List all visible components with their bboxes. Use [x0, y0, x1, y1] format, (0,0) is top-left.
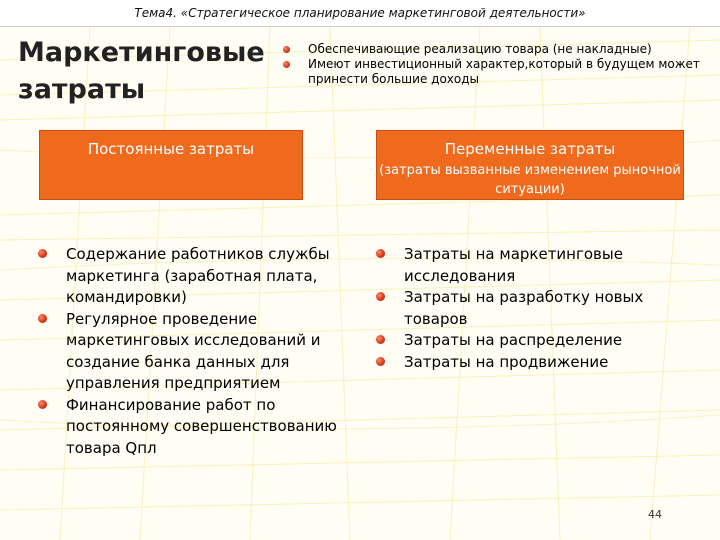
intro-item-text: Имеют инвестиционный характер,который в будущем может принести большие доходы [308, 57, 700, 86]
header-title: Тема4. «Стратегическое планирование маркетинговой деятельности» [134, 6, 586, 20]
fixed-cost-item: Регулярное проведение маркетинговых исследований и создание банка данных для управления предприятием [66, 309, 321, 392]
list-item [376, 287, 686, 330]
slide-header [0, 0, 720, 27]
bullet-icon [38, 400, 47, 409]
variable-costs-title: Переменные затраты [444, 140, 616, 158]
bullet-icon [376, 292, 385, 301]
bullet-icon [283, 46, 290, 53]
intro-item-text: Обеспечивающие реализацию товара (не накладные) [308, 42, 652, 56]
list-item [376, 244, 686, 287]
list-item [376, 330, 686, 352]
variable-costs-list [376, 244, 686, 373]
list-item [38, 244, 368, 309]
list-item [376, 352, 686, 374]
list-item [38, 395, 368, 460]
fixed-costs-list [38, 244, 368, 459]
variable-cost-item: Затраты на маркетинговые исследования [404, 245, 623, 285]
bullet-icon [376, 249, 385, 258]
bullet-icon [376, 335, 385, 344]
variable-costs-box [376, 130, 684, 200]
variable-cost-item: Затраты на продвижение [404, 352, 609, 371]
bullet-icon [283, 61, 290, 68]
bullet-icon [376, 357, 385, 366]
bullet-icon [38, 249, 47, 258]
list-item [280, 42, 710, 57]
fixed-costs-box [39, 130, 303, 200]
intro-list [280, 42, 710, 87]
fixed-cost-item: Финансирование работ по постоянному совершенствованию товара Qпл [66, 395, 337, 457]
page-title: Маркетинговые затраты [18, 37, 265, 105]
variable-cost-item: Затраты на разработку новых товаров [404, 288, 644, 328]
variable-costs-subtitle: (затраты вызванные изменением рыночной ситуации) [379, 163, 681, 197]
fixed-costs-title: Постоянные затраты [87, 140, 255, 158]
page-number: 44 [648, 508, 662, 521]
variable-cost-item: Затраты на распределение [404, 331, 623, 349]
bullet-icon [38, 314, 47, 323]
list-item [38, 309, 368, 395]
fixed-cost-item: Содержание работников службы маркетинга (заработная плата, командировки) [66, 245, 330, 306]
list-item [280, 57, 710, 87]
